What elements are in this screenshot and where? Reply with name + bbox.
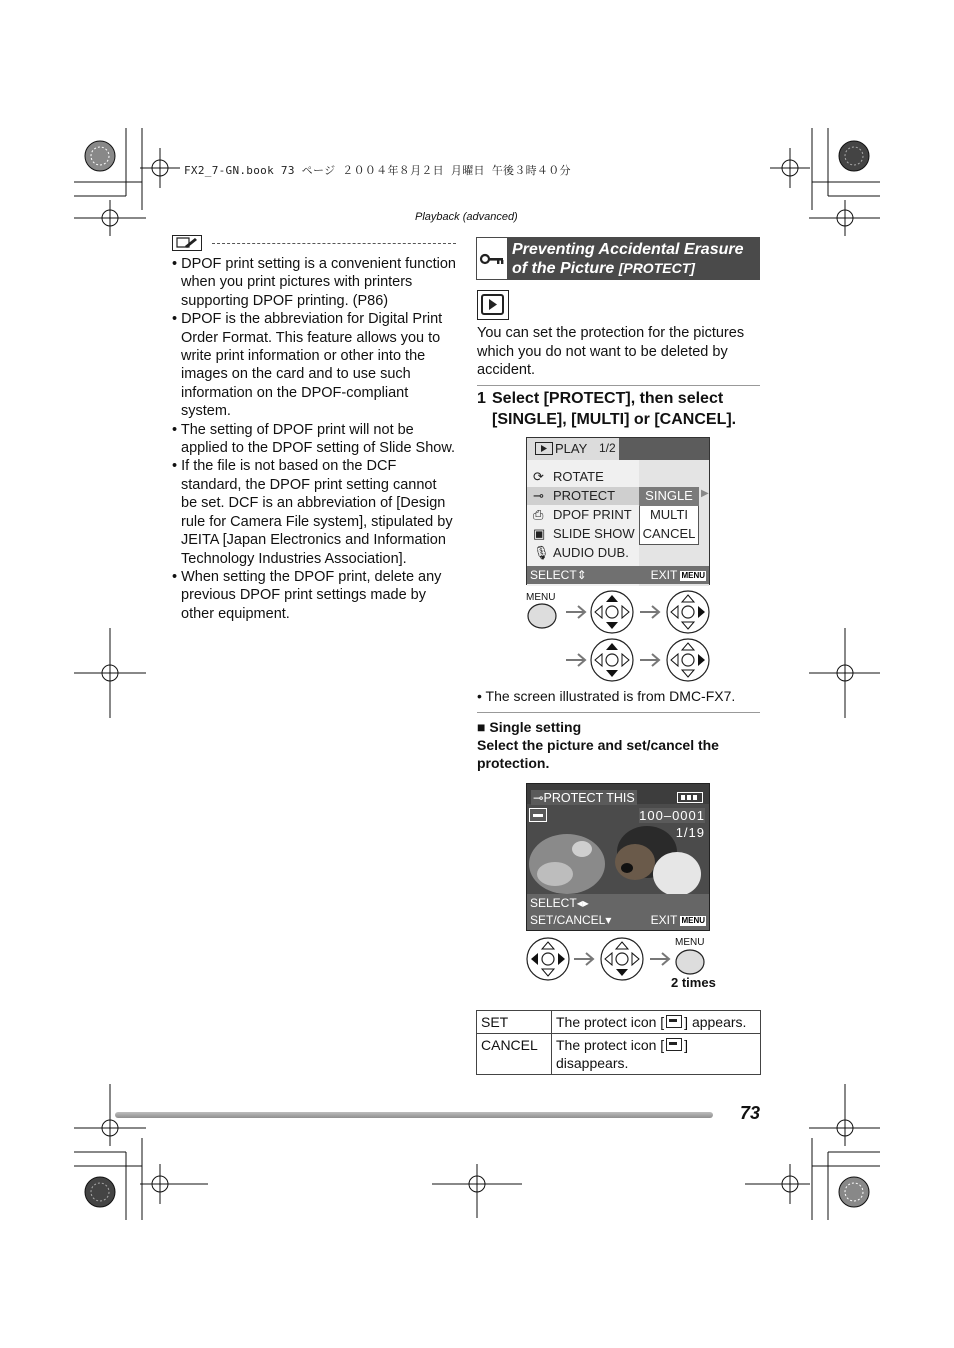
footer-setcancel: SET/CANCEL▾ <box>530 913 612 927</box>
menu-tab-label: PLAY <box>555 441 588 456</box>
step-text-line1: Select [PROTECT], then select <box>492 390 724 407</box>
lcd-menu-screen <box>526 437 710 585</box>
print-header: FX2_7-GN.book 73 ページ ２００４年８月２日 月曜日 午後３時４０分 <box>184 164 571 177</box>
protect-table <box>476 1010 761 1075</box>
list-item: • The setting of DPOF print will not be applied to the DPOF setting of Slide Show. <box>172 421 456 457</box>
screen-note: • The screen illustrated is from DMC-FX7. <box>477 688 736 704</box>
control-sequence-1 <box>520 588 720 688</box>
print-icon: ⎙ <box>533 507 544 522</box>
lcd-photo-footer <box>527 894 709 930</box>
table-value: The protect icon [ ] appears. <box>552 1011 761 1034</box>
menu-badge: MENU <box>681 570 705 580</box>
footer-exit: EXIT MENU <box>650 913 705 927</box>
updown-arrow-icon: ⇕ <box>576 568 587 582</box>
menu-item-dpof-print[interactable]: ⎙ DPOF PRINT <box>533 507 632 522</box>
footer-bar <box>115 1112 713 1118</box>
step-text-line2: [SINGLE], [MULTI] or [CANCEL]. <box>492 411 737 428</box>
leftright-arrow-icon: ◂▸ <box>576 896 589 910</box>
menu-item-audio-dub[interactable]: 🎙 AUDIO DUB. <box>533 545 629 560</box>
section-title-line2: of the Picture <box>512 260 615 277</box>
key-icon <box>476 237 508 280</box>
list-item: • DPOF is the abbreviation for Digital Print Order Format. This feature allows you to write print information or other into the images on the card and to use such information on the DPOF-compliant system. <box>172 311 443 420</box>
menu-tab <box>527 438 619 460</box>
running-header: Playback (advanced) <box>415 211 518 223</box>
footer-select: SELECT◂▸ <box>530 896 589 910</box>
microphone-icon: 🎙 <box>533 545 550 560</box>
single-instruction: Select the picture and set/cancel the protection. <box>477 737 719 771</box>
section-title-tag: [PROTECT] <box>618 260 695 276</box>
table-value: The protect icon [ ] disappears. <box>552 1034 761 1075</box>
down-arrow-icon: ▾ <box>605 913 612 927</box>
single-setting <box>477 718 760 772</box>
note-divider <box>212 243 456 244</box>
notes-list <box>172 255 456 623</box>
key-icon: ⊸ <box>533 791 544 805</box>
table-row <box>477 1011 761 1034</box>
menu-button-label: MENU <box>526 592 556 603</box>
image-count: 1/19 <box>675 825 705 840</box>
protect-icon <box>529 808 547 822</box>
table-row <box>477 1034 761 1075</box>
footer-exit: EXIT MENU <box>650 568 705 582</box>
footer-select: SELECT⇕ <box>530 568 587 582</box>
list-item: • DPOF print setting is a convenient function when you print pictures with printers supporting DPOF printing. (P86) <box>172 256 456 309</box>
arrow-right-icon: ▶ <box>701 488 709 499</box>
battery-icon <box>677 792 703 803</box>
times-label: 2 times <box>671 975 716 990</box>
section-title-line1: Preventing Accidental Erasure <box>512 241 744 258</box>
divider <box>477 385 760 386</box>
file-number: 100–0001 <box>639 808 705 823</box>
option-multi[interactable]: MULTI <box>639 506 699 525</box>
rotate-icon: ⟳ <box>533 469 544 484</box>
lcd-photo-screen <box>526 783 710 931</box>
note-pencil-icon <box>172 235 202 251</box>
playback-mode-icon <box>477 290 509 320</box>
menu-button-label-2: MENU <box>675 937 705 948</box>
menu-item-rotate[interactable]: ⟳ ROTATE <box>533 469 604 484</box>
key-icon: ⊸ <box>533 488 544 503</box>
play-icon <box>535 442 553 455</box>
slideshow-icon: ▣ <box>533 526 546 541</box>
square-bullet-icon: ■ <box>477 719 486 735</box>
list-item: • If the file is not based on the DCF standard, the DPOF print setting cannot be set. DCF is an abbreviation of [Design rule for Camera File system], stipulated by JEITA [Japan Electronics and Information Technology Industries Association]. <box>172 458 453 567</box>
list-item: • When setting the DPOF print, delete any previous DPOF print settings made by other equipment. <box>172 568 442 622</box>
table-key: CANCEL <box>477 1034 552 1075</box>
menu-item-slide-show[interactable]: ▣ SLIDE SHOW <box>533 526 635 541</box>
table-key: SET <box>477 1011 552 1034</box>
option-cancel[interactable]: CANCEL <box>639 525 699 545</box>
section-title <box>476 237 760 280</box>
intro-text: You can set the protection for the pictures which you do not want to be deleted by accident. <box>477 325 745 379</box>
menu-page: 1/2 <box>599 441 616 455</box>
divider <box>477 712 760 713</box>
menu-item-protect[interactable]: ⊸ PROTECT <box>527 487 639 505</box>
protect-icon <box>666 1038 682 1051</box>
option-single[interactable]: SINGLE <box>639 487 699 506</box>
protect-icon <box>666 1015 682 1028</box>
protect-label: ⊸PROTECT THIS <box>533 791 635 805</box>
page-number: 73 <box>740 1103 761 1123</box>
menu-badge: MENU <box>681 915 705 925</box>
lcd-footer <box>527 566 709 584</box>
step-number: 1 <box>477 390 486 407</box>
single-heading: Single setting <box>489 719 582 735</box>
